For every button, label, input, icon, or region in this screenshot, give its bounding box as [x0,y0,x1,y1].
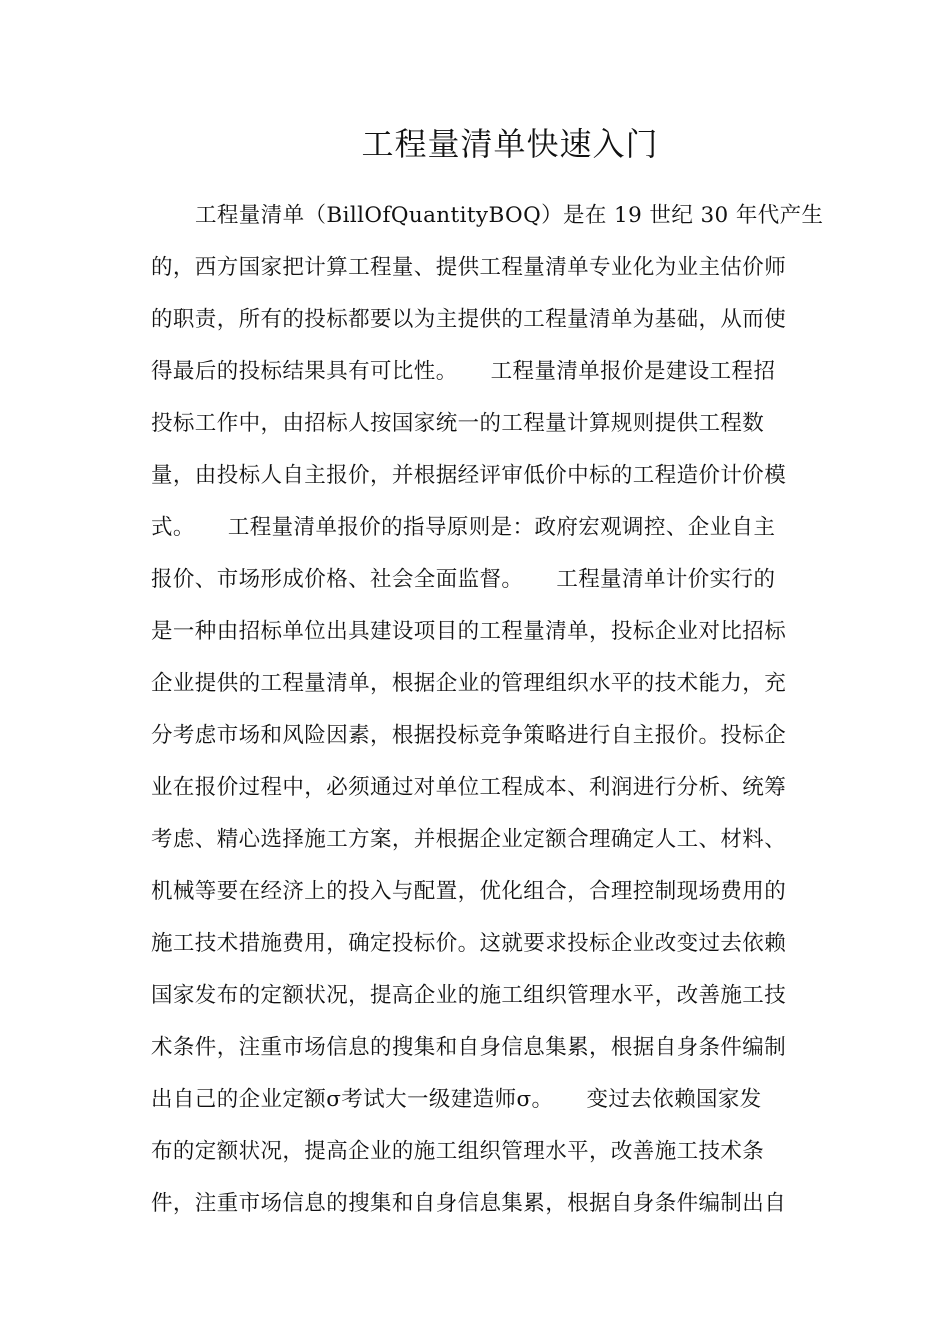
paragraph-line: 布的定额状况，提高企业的施工组织管理水平，改善施工技术条 [151,1139,765,1164]
paragraph-line: 是一种由招标单位出具建设项目的工程量清单，投标企业对比招标 [151,619,787,644]
document-body [151,190,824,1230]
paragraph-line: 量，由投标人自主报价，并根据经评审低价中标的工程造价计价模 [151,463,787,488]
paragraph-line: 件，注重市场信息的搜集和自身信息集累，根据自身条件编制出自 [151,1191,787,1216]
paragraph-line: 投标工作中，由招标人按国家统一的工程量计算规则提供工程数 [151,411,765,436]
paragraph-line: 考虑、精心选择施工方案，并根据企业定额合理确定人工、材料、 [151,827,787,852]
paragraph-line: 式。 工程量清单报价的指导原则是：政府宏观调控、企业自主 [151,515,776,540]
paragraph-line: 工程量清单（BillOfQuantityBOQ）是在 19 世纪 30 年代产生 [195,203,824,228]
paragraph-line: 机械等要在经济上的投入与配置，优化组合，合理控制现场费用的 [151,879,787,904]
paragraph-line: 国家发布的定额状况，提高企业的施工组织管理水平，改善施工技 [151,983,787,1008]
paragraph-line: 施工技术措施费用，确定投标价。这就要求投标企业改变过去依赖 [151,931,787,956]
paragraph-line: 报价、市场形成价格、社会全面监督。 工程量清单计价实行的 [151,567,776,592]
paragraph-line: 出自己的企业定额σ考试大一级建造师σ。 变过去依赖国家发 [151,1087,762,1112]
paragraph-line: 分考虑市场和风险因素，根据投标竞争策略进行自主报价。投标企 [151,723,787,748]
paragraph-line: 得最后的投标结果具有可比性。 工程量清单报价是建设工程招 [151,359,776,384]
paragraph-line: 业在报价过程中，必须通过对单位工程成本、利润进行分析、统筹 [151,775,787,800]
document-title: 工程量清单快速入门 [361,125,659,163]
paragraph-line: 的，西方国家把计算工程量、提供工程量清单专业化为业主估价师 [151,255,787,280]
paragraph-line: 企业提供的工程量清单，根据企业的管理组织水平的技术能力，充 [151,671,787,696]
paragraph-line: 术条件，注重市场信息的搜集和自身信息集累，根据自身条件编制 [151,1035,787,1060]
paragraph-line: 的职责，所有的投标都要以为主提供的工程量清单为基础，从而使 [151,307,787,332]
